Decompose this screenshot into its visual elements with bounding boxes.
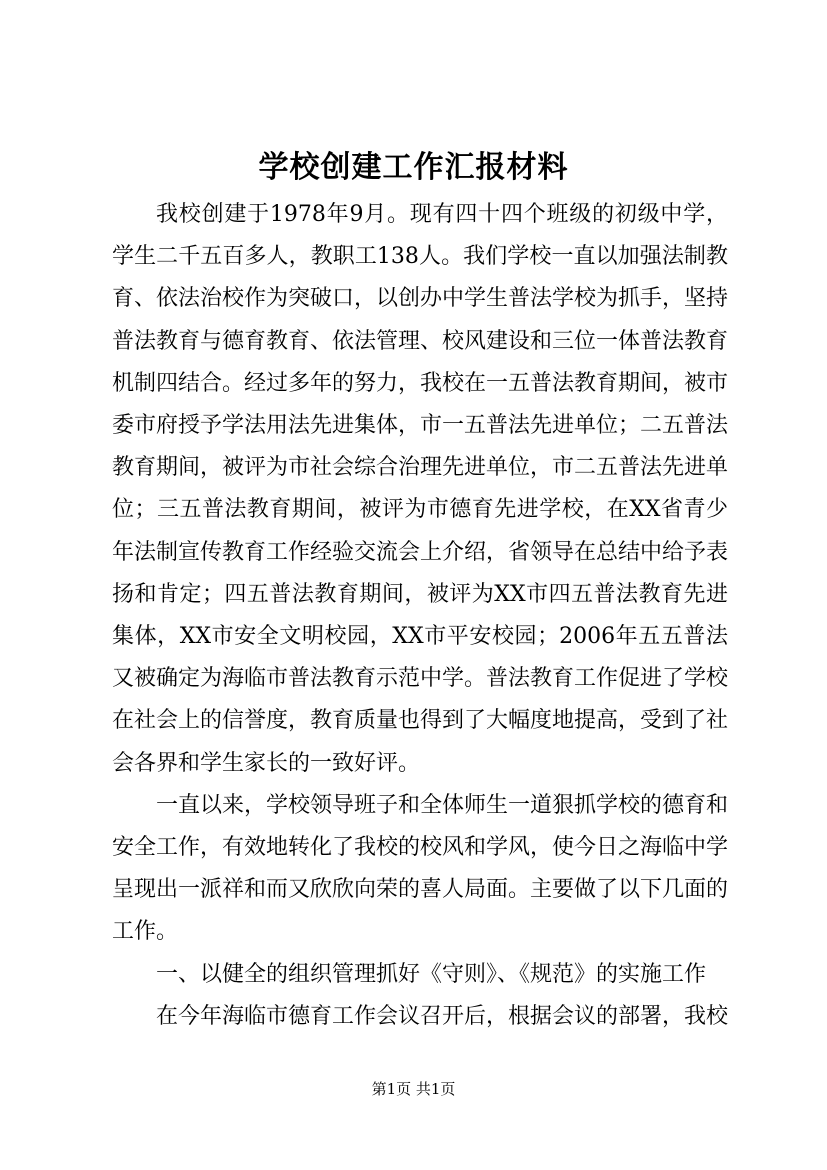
- section-heading-1: 一、以健全的组织管理抓好《守则》、《规范》的实施工作: [156, 961, 707, 987]
- document-title: 学校创建工作汇报材料: [258, 150, 569, 185]
- page-footer: 第1页 共1页: [371, 1080, 456, 1098]
- paragraph-section-1: 在今年海临市德育工作会议召开后，根据会议的部署，我校: [156, 1003, 729, 1029]
- paragraph-intro: 我校创建于1978年9月。现有四十四个班级的初级中学，学生二千五百多人，教职工138人。我们学校一直以加强法制教育、依法治校作为突破口，以创办中学生普法学校为抓手，坚持普法教育与德育教育、依法管理、校风建设和三位一体普法教育机制四结合。经过多年的努力，我校在一五普法教育期间，被市委市府授予学法用法先进集体，市一五普法先进单位；二五普法教育期间，被评为市社会综合治理先进单位，市二五普法先进单位；三五普法教育期间，被评为市德育先进学校，在XX省青少年法制宣传教育工作经验交流会上介绍，省领导在总结中给予表扬和肯定；四五普法教育期间，被评为XX市四五普法教育先进集体，XX市安全文明校园，XX市平安校园；2006年五五普法又被确定为海临市普法教育示范中学。普法教育工作促进了学校在社会上的信誉度，教育质量也得到了大幅度地提高，受到了社会各界和学生家长的一致好评。: [112, 202, 729, 776]
- document-body: [112, 194, 728, 1038]
- paragraph-overview: 一直以来，学校领导班子和全体师生一道狠抓学校的德育和安全工作，有效地转化了我校的校风和学风，使今日之海临中学呈现出一派祥和而又欣欣向荣的喜人局面。主要做了以下几面的工作。: [112, 792, 729, 945]
